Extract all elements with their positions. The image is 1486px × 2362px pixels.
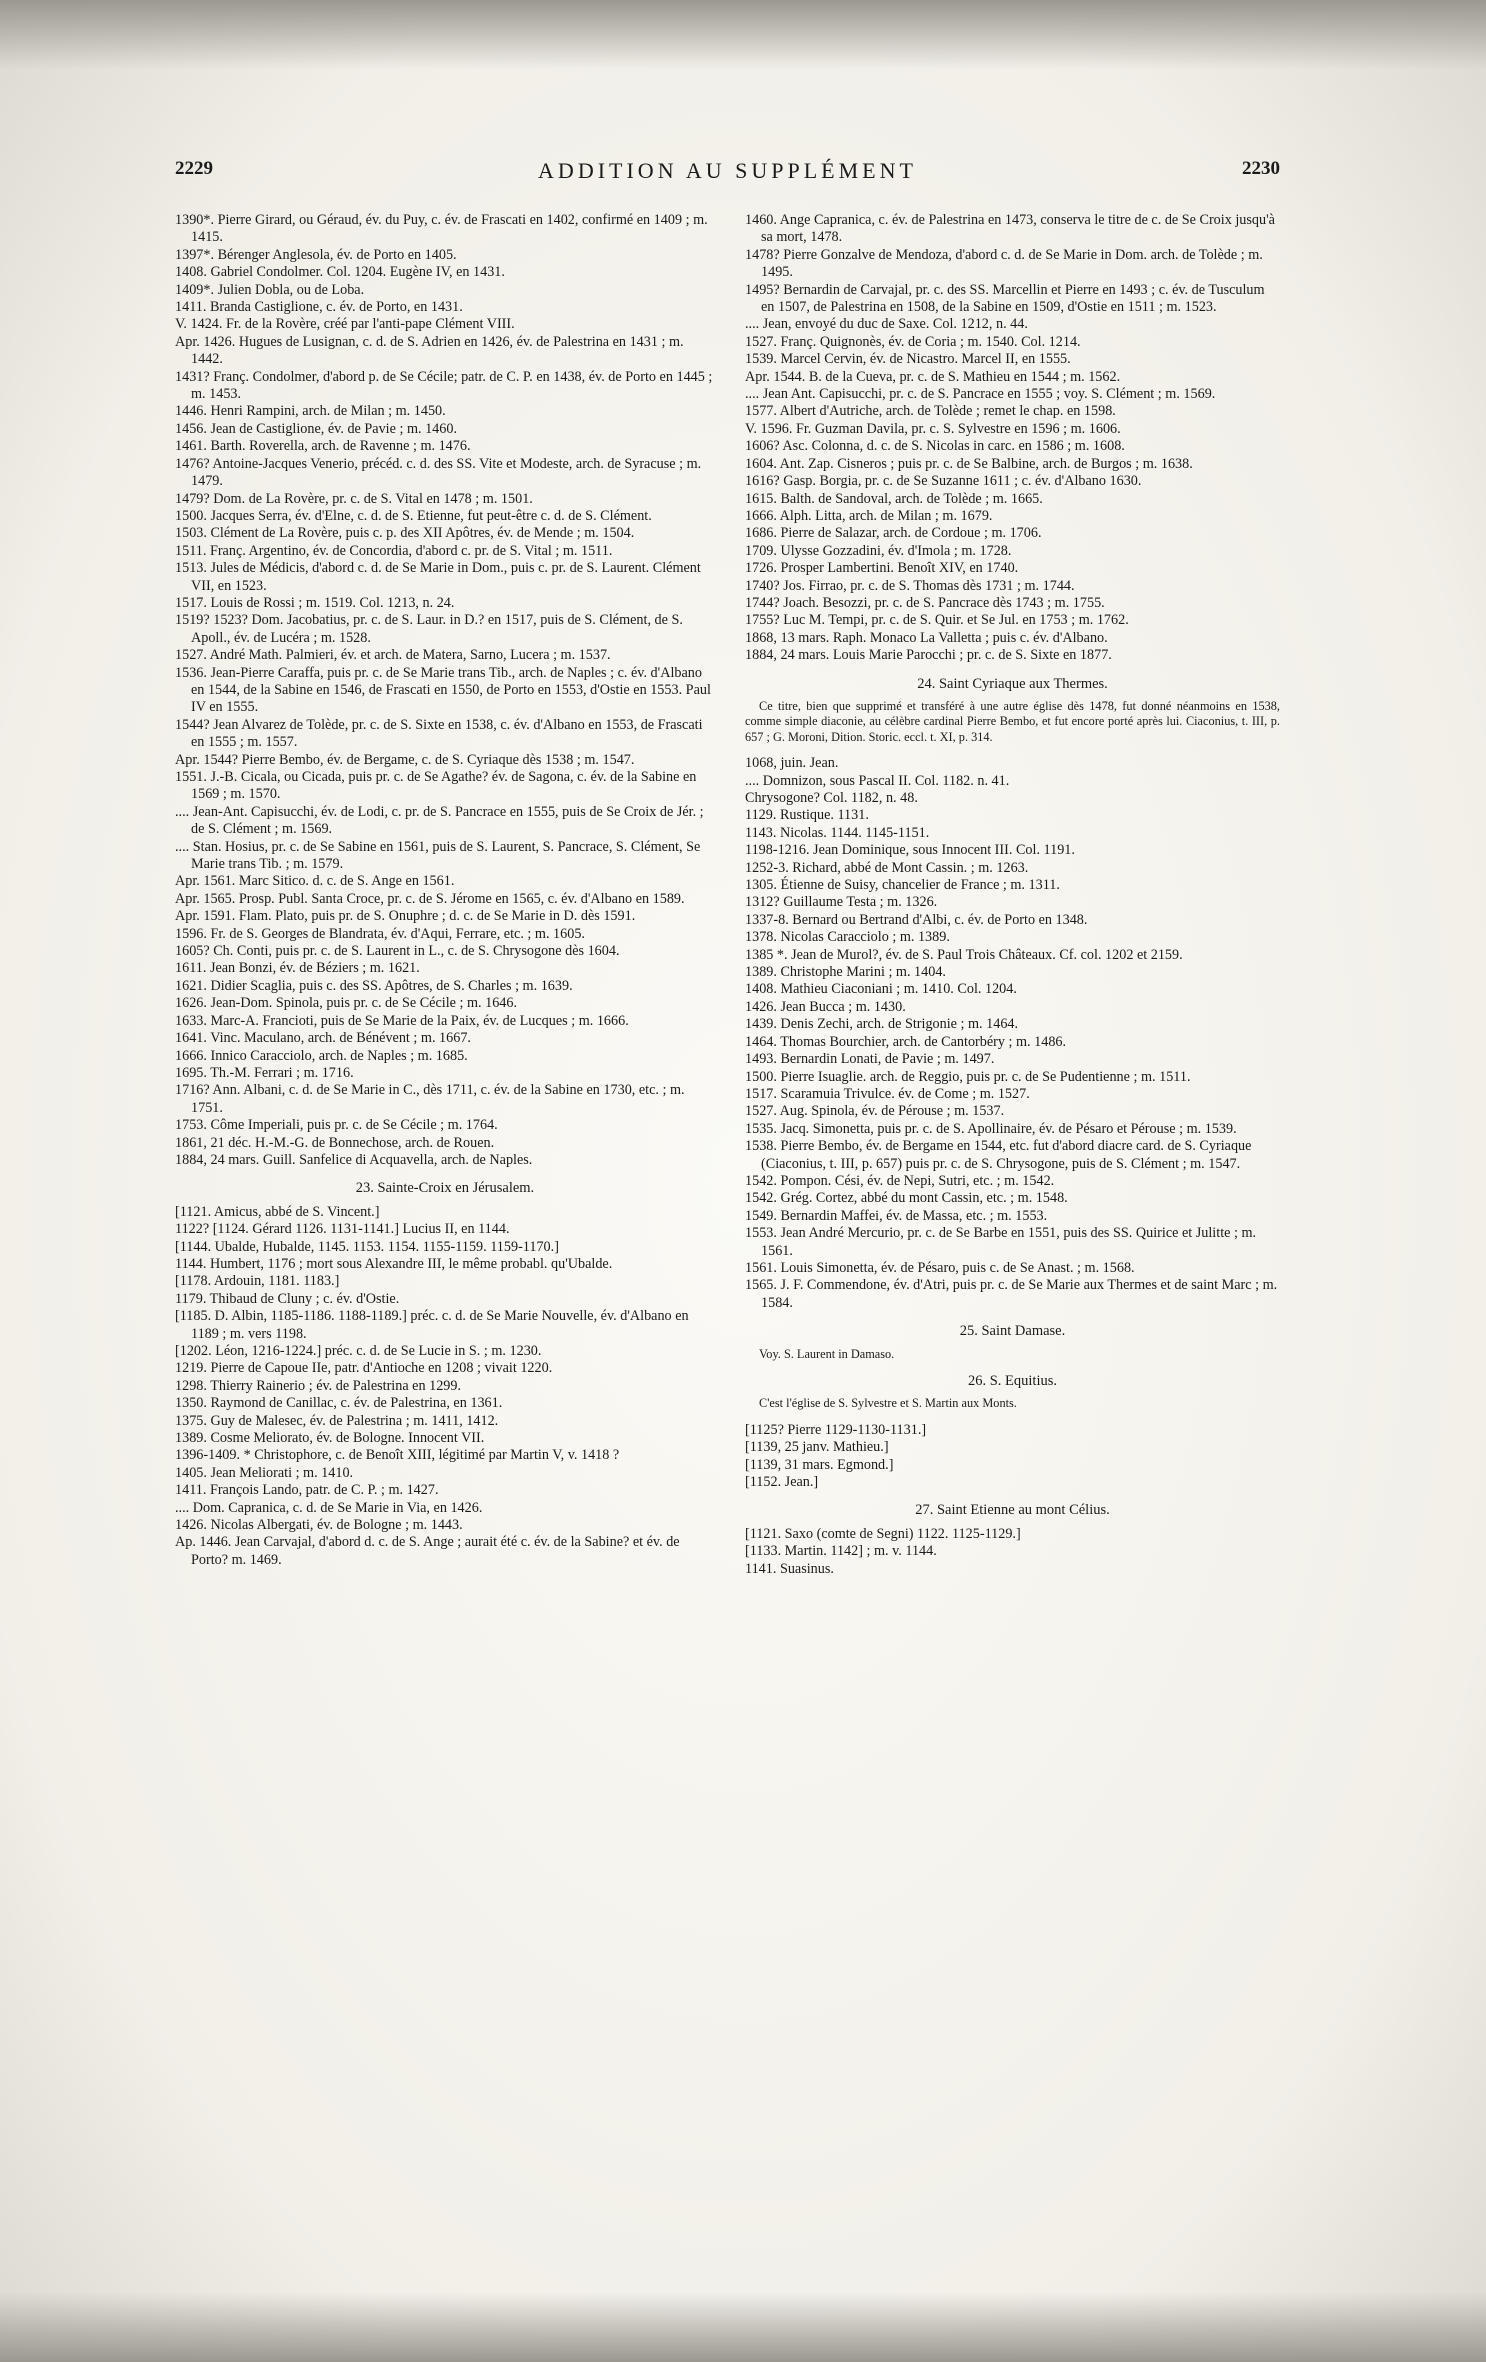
list-item: [1144. Ubalde, Hubalde, 1145. 1153. 1154. 1155-1159. 1159-1170.] [175, 1238, 559, 1255]
list-item: 1641. Vinc. Maculano, arch. de Bénévent ; m. 1667. [175, 1030, 471, 1047]
list-item: Chrysogone? Col. 1182, n. 48. [745, 790, 918, 806]
list-item: 1411. Branda Castiglione, c. év. de Porto, en 1431. [175, 299, 463, 316]
list-item: 1426. Jean Bucca ; m. 1430. [745, 998, 906, 1015]
list-item: 1456. Jean de Castiglione, év. de Pavie ; m. 1460. [175, 420, 457, 437]
list-item: 1596. Fr. de S. Georges de Blandrata, év. d'Aqui, Ferrare, etc. ; m. 1605. [175, 925, 585, 942]
list-item: 1298. Thierry Rainerio ; év. de Palestrina en 1299. [175, 1377, 462, 1394]
list-item: 1666. Innico Caracciolo, arch. de Naples ; m. 1685. [175, 1047, 468, 1064]
list-item: 1408. Gabriel Condolmer. Col. 1204. Eugène IV, en 1431. [175, 264, 505, 281]
list-item: 1604. Ant. Zap. Cisneros ; puis pr. c. de Se Balbine, arch. de Burgos ; m. 1638. [745, 455, 1193, 472]
list-item: 1500. Jacques Serra, év. d'Elne, c. d. de S. Etienne, fut peut-être c. d. de S. Clément. [175, 507, 652, 524]
list-item: 1542. Grég. Cortez, abbé du mont Cassin, etc. ; m. 1548. [745, 1190, 1068, 1207]
list-item: 1517. Scaramuia Trivulce. év. de Come ; m. 1527. [745, 1085, 1030, 1102]
section-heading: 25. Saint Damase. [959, 1323, 1066, 1340]
list-item: .... Jean, envoyé du duc de Saxe. Col. 1212, n. 44. [745, 316, 1028, 333]
list-item: .... Stan. Hosius, pr. c. de Se Sabine en 1561, puis de S. Laurent, S. Pancrace, S. Clément, Se Marie trans Tib. ; m. 1579. [175, 838, 701, 873]
list-item: 1716? Ann. Albani, c. d. de Se Marie in C., dès 1711, c. év. de la Sabine en 1730, etc. ; m. 1751. [175, 1082, 685, 1116]
list-item: 1884, 24 mars. Guill. Sanfelice di Acquavella, arch. de Naples. [175, 1151, 533, 1168]
list-item: 1500. Pierre Isuaglie. arch. de Reggio, puis pr. c. de Se Pudentienne ; m. 1511. [745, 1068, 1191, 1085]
list-item: [1139, 31 mars. Egmond.] [745, 1456, 894, 1473]
list-item: 1144. Humbert, 1176 ; mort sous Alexandre III, le même probabl. qu'Ubalde. [175, 1255, 613, 1272]
list-item: 1755? Luc M. Tempi, pr. c. de S. Quir. et Se Jul. en 1753 ; m. 1762. [745, 612, 1129, 629]
list-item: Apr. 1561. Marc Sitico. d. c. de S. Ange en 1561. [175, 873, 455, 890]
list-item: Apr. 1544? Pierre Bembo, év. de Bergame, c. de S. Cyriaque dès 1538 ; m. 1547. [175, 751, 635, 768]
list-item: 1549. Bernardin Maffei, év. de Massa, etc. ; m. 1553. [745, 1207, 1048, 1224]
list-item: 1538. Pierre Bembo, év. de Bergame en 1544, etc. fut d'abord diacre card. de S. Cyriaque (Ciaconius, t. III, p. 657) puis pr. c. de S. Chrysogone, puis de S. Clément ; m. 1547. [745, 1138, 1252, 1172]
list-item: 1686. Pierre de Salazar, arch. de Cordoue ; m. 1706. [745, 525, 1042, 542]
list-item: 1068, juin. Jean. [745, 755, 839, 772]
list-item: 1666. Alph. Litta, arch. de Milan ; m. 1679. [745, 507, 993, 524]
page-number-left: 2229 [175, 158, 213, 179]
list-item: 1616? Gasp. Borgia, pr. c. de Se Suzanne 1611 ; c. év. d'Albano 1630. [745, 473, 1142, 490]
list-item: 1431? Franç. Condolmer, d'abord p. de Se Cécile; patr. de C. P. en 1438, év. de Porto en 1445 ; m. 1453. [175, 368, 713, 403]
list-item: 1503. Clément de La Rovère, puis c. p. des XII Apôtres, év. de Mende ; m. 1504. [175, 525, 635, 542]
list-item: 1141. Suasinus. [745, 1560, 834, 1577]
right-column [745, 212, 1280, 1578]
scan-edge-top [0, 0, 1486, 70]
list-item: 1744? Joach. Besozzi, pr. c. de S. Pancrace dès 1743 ; m. 1755. [745, 594, 1105, 611]
list-item: 1561. Louis Simonetta, év. de Pésaro, puis c. de Se Anast. ; m. 1568. [745, 1259, 1135, 1276]
list-item: 1219. Pierre de Capoue IIe, patr. d'Antioche en 1208 ; vivait 1220. [175, 1360, 553, 1377]
page-number-right: 2230 [1242, 158, 1280, 179]
list-item: 1621. Didier Scaglia, puis c. des SS. Apôtres, de S. Charles ; m. 1639. [175, 977, 573, 994]
list-item: .... Jean Ant. Capisucchi, pr. c. de S. Pancrace en 1555 ; voy. S. Clément ; m. 1569. [745, 386, 1216, 403]
list-item: 1740? Jos. Firrao, pr. c. de S. Thomas dès 1731 ; m. 1744. [745, 577, 1075, 594]
list-item: Apr. 1544. B. de la Cueva, pr. c. de S. Mathieu en 1544 ; m. 1562. [745, 368, 1121, 385]
list-item: 1513. Jules de Médicis, d'abord c. d. de Se Marie in Dom., puis c. pr. de S. Laurent. Clément VII, en 1523. [175, 560, 701, 594]
list-item: 1551. J.-B. Cicala, ou Cicada, puis pr. c. de Se Agathe? év. de Sagona, c. év. de la Sabine en 1569 ; m. 1570. [175, 769, 697, 803]
list-item: 1385 *. Jean de Murol?, év. de S. Paul Trois Châteaux. Cf. col. 1202 et 2159. [745, 946, 1183, 963]
list-item: V. 1424. Fr. de la Rovère, créé par l'anti-pape Clément VIII. [175, 316, 515, 333]
list-item: 1544? Jean Alvarez de Tolède, pr. c. de S. Sixte en 1538, c. év. d'Albano en 1553, de Frascati en 1555 ; m. 1557. [175, 716, 703, 751]
list-item: 1409*. Julien Dobla, ou de Loba. [175, 281, 365, 298]
list-item: [1152. Jean.] [745, 1474, 819, 1491]
list-item: [1121. Saxo (comte de Segni) 1122. 1125-1129.] [745, 1525, 1021, 1542]
list-item: [1202. Léon, 1216-1224.] préc. c. d. de Se Lucie in S. ; m. 1230. [175, 1343, 542, 1359]
list-item: 1122? [1124. Gérard 1126. 1131-1141.] Lucius II, en 1144. [175, 1221, 510, 1238]
list-item: Apr. 1426. Hugues de Lusignan, c. d. de S. Adrien en 1426, év. de Palestrina en 1431 ; m. 1442. [175, 333, 684, 368]
list-item: 1446. Henri Rampini, arch. de Milan ; m. 1450. [175, 403, 446, 420]
list-item: [1133. Martin. 1142] ; m. v. 1144. [745, 1543, 937, 1560]
page-header [175, 158, 1280, 188]
section-heading: 27. Saint Etienne au mont Célius. [915, 1502, 1110, 1519]
list-item: 1479? Dom. de La Rovère, pr. c. de S. Vital en 1478 ; m. 1501. [175, 490, 533, 507]
list-item: [1121. Amicus, abbé de S. Vincent.] [175, 1203, 380, 1220]
list-item: 1461. Barth. Roverella, arch. de Ravenne ; m. 1476. [175, 438, 471, 455]
left-column [175, 212, 715, 1569]
list-item: 1396-1409. * Christophore, c. de Benoît XIII, légitimé par Martin V, v. 1418 ? [175, 1447, 620, 1464]
running-title: ADDITION AU SUPPLÉMENT [538, 158, 917, 183]
list-item: 1478? Pierre Gonzalve de Mendoza, d'abord c. d. de Se Marie in Dom. arch. de Tolède ; m. 1495. [745, 246, 1263, 281]
list-item: 1753. Côme Imperiali, puis pr. c. de Se Cécile ; m. 1764. [175, 1117, 498, 1134]
section-note: Ce titre, bien que supprimé et transféré à une autre église dès 1478, fut donné néanmoins en 1538, comme simple diaconie, au célèbre cardinal Pierre Bembo, et fut encore porté après lui. Ciaconius, t. III, p. 657 ; G. Moroni, Dition. Storic. eccl. t. XI, p. 314. [745, 698, 1280, 744]
section-heading: 26. S. Equitius. [967, 1373, 1058, 1389]
list-item: 1861, 21 déc. H.-M.-G. de Bonnechose, arch. de Rouen. [175, 1134, 495, 1151]
list-item: 1426. Nicolas Albergati, év. de Bologne ; m. 1443. [175, 1517, 463, 1534]
list-item: Apr. 1565. Prosp. Publ. Santa Croce, pr. c. de S. Jérome en 1565, c. év. d'Albano en 1589. [175, 890, 685, 907]
section-note: C'est l'église de S. Sylvestre et S. Martin aux Monts. [759, 1396, 1017, 1411]
list-item: 1252-3. Richard, abbé de Mont Cassin. ; m. 1263. [745, 859, 1029, 876]
list-item: 1539. Marcel Cervin, év. de Nicastro. Marcel II, en 1555. [745, 351, 1071, 368]
list-item: 1542. Pompon. Cési, év. de Nepi, Sutri, etc. ; m. 1542. [745, 1172, 1055, 1189]
section-heading: 24. Saint Cyriaque aux Thermes. [917, 675, 1108, 692]
list-item: 1439. Denis Zechi, arch. de Strigonie ; m. 1464. [745, 1016, 1019, 1033]
list-item: 1411. François Lando, patr. de C. P. ; m. 1427. [175, 1482, 439, 1499]
list-item: 1527. André Math. Palmieri, év. et arch. de Matera, Sarno, Lucera ; m. 1537. [175, 647, 611, 664]
list-item: 1129. Rustique. 1131. [745, 807, 869, 824]
list-item: 1389. Christophe Marini ; m. 1404. [745, 964, 946, 981]
list-item: [1185. D. Albin, 1185-1186. 1188-1189.] préc. c. d. de Se Marie Nouvelle, év. d'Albano en 1189 ; m. vers 1198. [175, 1308, 689, 1342]
list-item: 1408. Mathieu Ciaconiani ; m. 1410. Col. 1204. [745, 981, 1017, 998]
list-item: 1378. Nicolas Caracciolo ; m. 1389. [745, 929, 950, 946]
list-item: Apr. 1591. Flam. Plato, puis pr. de S. Onuphre ; d. c. de Se Marie in D. dès 1591. [175, 908, 636, 925]
list-item: 1495? Bernardin de Carvajal, pr. c. des SS. Marcellin et Pierre en 1493 ; c. év. de Tusculum en 1507, de Palestrina en 1508, de la Sabine en 1509, d'Ostie en 1511 ; m. 1523. [745, 281, 1265, 316]
list-item: 1884, 24 mars. Louis Marie Parocchi ; pr. c. de S. Sixte en 1877. [745, 647, 1112, 664]
list-item: 1397*. Bérenger Anglesola, év. de Porto en 1405. [175, 246, 457, 263]
list-item: 1460. Ange Capranica, c. év. de Palestrina en 1473, conserva le titre de c. de Se Croix jusqu'à sa mort, 1478. [745, 212, 1275, 246]
list-item: 1709. Ulysse Gozzadini, év. d'Imola ; m. 1728. [745, 542, 1012, 559]
list-item: 1565. J. F. Commendone, év. d'Atri, puis pr. c. de Se Marie aux Thermes et de saint Marc ; m. 1584. [745, 1277, 1278, 1311]
list-item: 1305. Étienne de Suisy, chancelier de France ; m. 1311. [745, 877, 1060, 894]
list-item: [1125? Pierre 1129-1130-1131.] [745, 1421, 927, 1438]
list-item: 1553. Jean André Mercurio, pr. c. de Se Barbe en 1551, puis des SS. Quirice et Julitte ; m. 1561. [745, 1225, 1257, 1259]
list-item: 1626. Jean-Dom. Spinola, puis pr. c. de Se Cécile ; m. 1646. [175, 995, 518, 1012]
list-item: 1868, 13 mars. Raph. Monaco La Valletta ; puis c. év. d'Albano. [745, 629, 1108, 646]
list-item: 1633. Marc-A. Francioti, puis de Se Marie de la Paix, év. de Lucques ; m. 1666. [175, 1012, 629, 1029]
list-item: [1139, 25 janv. Mathieu.] [745, 1439, 889, 1456]
list-item: Ap. 1446. Jean Carvajal, d'abord d. c. de S. Ange ; aurait été c. év. de la Sabine? et év. de Porto? m. 1469. [175, 1534, 680, 1568]
section-heading: 23. Sainte-Croix en Jérusalem. [355, 1180, 535, 1197]
list-item: 1726. Prosper Lambertini. Benoît XIV, en 1740. [745, 560, 1019, 577]
list-item: 1476? Antoine-Jacques Venerio, précéd. c. d. des SS. Vite et Modeste, arch. de Syracuse ; m. 1479. [175, 455, 702, 490]
list-item: 1179. Thibaud de Cluny ; c. év. d'Ostie. [175, 1290, 400, 1307]
list-item: 1198-1216. Jean Dominique, sous Innocent III. Col. 1191. [745, 842, 1075, 859]
list-item: 1405. Jean Meliorati ; m. 1410. [175, 1464, 354, 1481]
list-item: 1517. Louis de Rossi ; m. 1519. Col. 1213, n. 24. [175, 594, 455, 611]
list-item: V. 1596. Fr. Guzman Davila, pr. c. S. Sylvestre en 1596 ; m. 1606. [745, 420, 1121, 437]
list-item: .... Domnizon, sous Pascal II. Col. 1182. n. 41. [745, 772, 1010, 789]
list-item: [1178. Ardouin, 1181. 1183.] [175, 1273, 340, 1290]
list-item: .... Jean-Ant. Capisucchi, év. de Lodi, c. pr. de S. Pancrace en 1555, puis de Se Croix de Jér. ; de S. Clément ; m. 1569. [175, 803, 704, 838]
list-item: 1337-8. Bernard ou Bertrand d'Albi, c. év. de Porto en 1348. [745, 911, 1088, 928]
list-item: 1493. Bernardin Lonati, de Pavie ; m. 1497. [745, 1051, 995, 1068]
list-item: 1375. Guy de Malesec, év. de Palestrina ; m. 1411, 1412. [175, 1412, 499, 1429]
list-item: 1527. Aug. Spinola, év. de Pérouse ; m. 1537. [745, 1103, 1005, 1120]
scan-edge-bottom [0, 2292, 1486, 2362]
list-item: 1615. Balth. de Sandoval, arch. de Tolède ; m. 1665. [745, 490, 1043, 507]
list-item: 1143. Nicolas. 1144. 1145-1151. [745, 824, 930, 841]
list-item: 1606? Asc. Colonna, d. c. de S. Nicolas in carc. en 1586 ; m. 1608. [745, 438, 1125, 455]
list-item: 1611. Jean Bonzi, év. de Béziers ; m. 1621. [175, 960, 420, 977]
list-item: 1536. Jean-Pierre Caraffa, puis pr. c. de Se Marie trans Tib., arch. de Naples ; c. év. d'Albano en 1544, de la Sabine en 1546, de Frascati en 1550, de Porto en 1553, d'Ostie en 1553. Paul IV en 1555. [175, 664, 711, 716]
list-item: 1464. Thomas Bourchier, arch. de Cantorbéry ; m. 1486. [745, 1033, 1067, 1050]
list-item: 1695. Th.-M. Ferrari ; m. 1716. [175, 1064, 354, 1081]
list-item: 1605? Ch. Conti, puis pr. c. de S. Laurent in L., c. de S. Chrysogone dès 1604. [175, 943, 620, 960]
list-item: 1312? Guillaume Testa ; m. 1326. [745, 894, 938, 911]
list-item: 1389. Cosme Meliorato, év. de Bologne. Innocent VII. [175, 1430, 485, 1447]
list-item: 1390*. Pierre Girard, ou Géraud, év. du Puy, c. év. de Frascati en 1402, confirmé en 1409 ; m. 1415. [175, 212, 708, 246]
list-item: 1511. Franç. Argentino, év. de Concordia, d'abord c. pr. de S. Vital ; m. 1511. [175, 542, 613, 559]
list-item: 1577. Albert d'Autriche, arch. de Tolède ; remet le chap. en 1598. [745, 403, 1116, 420]
list-item: .... Dom. Capranica, c. d. de Se Marie in Via, en 1426. [175, 1499, 483, 1516]
section-note: Voy. S. Laurent in Damaso. [759, 1346, 895, 1361]
list-item: 1519? 1523? Dom. Jacobatius, pr. c. de S. Laur. in D.? en 1517, puis de S. Clément, de S. Apoll., év. de Lucéra ; m. 1528. [175, 612, 683, 646]
list-item: 1350. Raymond de Canillac, c. év. de Palestrina, en 1361. [175, 1395, 503, 1412]
list-item: 1535. Jacq. Simonetta, puis pr. c. de S. Apollinaire, év. de Pésaro et Pérouse ; m. 1539. [745, 1120, 1237, 1137]
list-item: 1527. Franç. Quignonès, év. de Coria ; m. 1540. Col. 1214. [745, 333, 1081, 350]
